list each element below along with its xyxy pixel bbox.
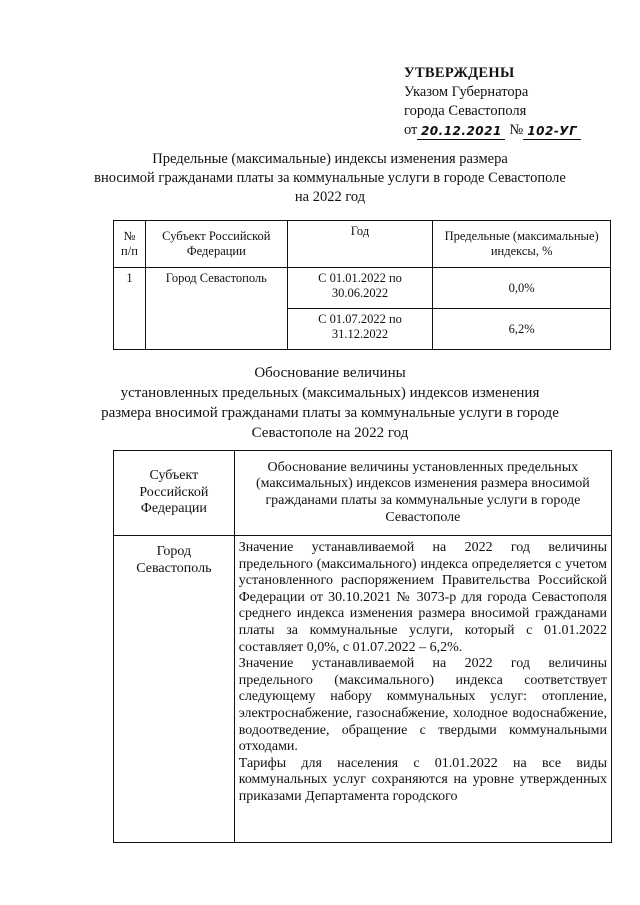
number-prefix: № <box>509 122 524 138</box>
indices-title-line-3: на 2022 год <box>294 189 366 205</box>
basis-title-line-1: Обоснование величины <box>254 365 406 381</box>
handwritten-number: 102-УГ <box>523 124 581 140</box>
row-period-1: С 01.01.2022 по 30.06.2022 <box>287 268 433 309</box>
basis-table <box>113 450 612 843</box>
header-year: Год <box>287 221 433 268</box>
indices-title <box>60 150 600 207</box>
header-indices: Предельные (максимальные) индексы, % <box>433 221 611 268</box>
table-row <box>114 536 612 843</box>
basis-header-justification: Обоснование величины установленных предельных (максимальных) индексов изменения размера вносимой гражданами платы за коммунальные услуги в городе Севастополе <box>234 451 611 536</box>
basis-paragraph-1: Значение устанавливаемой на 2022 год величины предельного (максимального) индекса определяется с учетом установленного распоряжением Правительства Российской Федерации от 30.10.2021 № 3073-р для города Севастополя среднего индекса изменения размера вносимой гражданами платы за коммунальные услуги, который с 01.01.2022 составляет 0,0%, с 01.07.2022 – 6,2%. <box>238 540 607 655</box>
basis-title-line-2: установленных предельных (максимальных) индексов изменения <box>120 385 540 401</box>
table-row <box>114 268 611 309</box>
row-period-2: С 01.07.2022 по 31.12.2022 <box>287 309 433 350</box>
row-value-1: 0,0% <box>433 268 611 309</box>
date-prefix: от <box>404 122 418 138</box>
row-subject: Город Севастополь <box>145 268 287 350</box>
basis-paragraph-3: Тарифы для населения с 01.01.2022 на все виды коммунальных услуг сохраняются на уровне утвержденных приказами Департамента городского <box>238 755 607 804</box>
approval-city-line: города Севастополя <box>404 103 527 119</box>
basis-paragraph-2: Значение устанавливаемой на 2022 год величины предельного (максимального) индекса соответствует следующему набору коммунальных услуг: отопление, электроснабжение, газоснабжение, холодное водоснабжение, водоотведение, обращение с твердыми коммунальными отходами. <box>238 656 607 755</box>
basis-subject: Город Севастополь <box>114 536 235 843</box>
basis-table-header <box>114 451 612 536</box>
basis-text <box>234 536 611 843</box>
basis-title-line-4: Севастополе на 2022 год <box>251 425 409 441</box>
row-value-2: 6,2% <box>433 309 611 350</box>
basis-header-subject: Субъект Российской Федерации <box>114 451 235 536</box>
indices-title-line-1: Предельные (максимальные) индексы изменения размера <box>152 151 508 167</box>
approval-date-number-line <box>404 121 624 140</box>
row-number: 1 <box>114 268 146 350</box>
header-subject: Субъект Российской Федерации <box>145 221 287 268</box>
indices-table-header <box>114 221 611 268</box>
approval-decree-line: Указом Губернатора <box>404 84 529 100</box>
handwritten-date: 20.12.2021 <box>417 124 505 140</box>
indices-table <box>113 220 611 350</box>
basis-title <box>60 363 600 443</box>
header-number: № п/п <box>114 221 146 268</box>
approval-block <box>404 64 624 140</box>
approval-heading: УТВЕРЖДЕНЫ <box>404 65 515 81</box>
indices-title-line-2: вносимой гражданами платы за коммунальные услуги в городе Севастополе <box>94 170 566 186</box>
basis-title-line-3: размера вносимой гражданами платы за коммунальные услуги в городе <box>101 405 559 421</box>
